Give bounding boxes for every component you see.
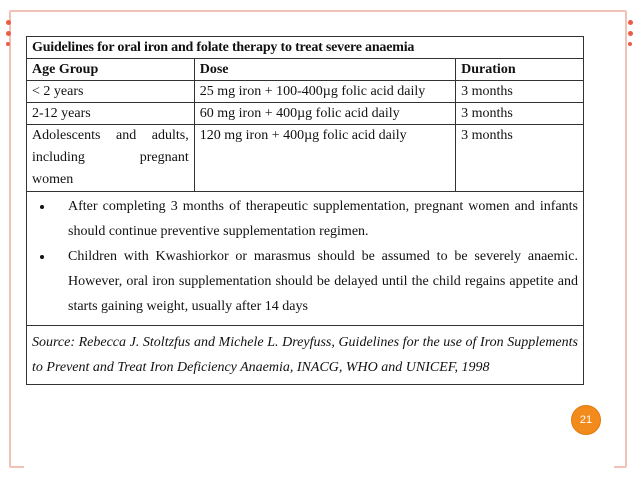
age-cell: 2-12 years — [27, 103, 195, 125]
right-dot-decoration — [625, 20, 635, 52]
table-row — [27, 81, 584, 103]
age-line: women — [32, 172, 74, 187]
source-row — [27, 326, 584, 385]
page-number-badge: 21 — [571, 405, 601, 435]
notes-cell — [27, 192, 584, 326]
age-cell: < 2 years — [27, 81, 195, 103]
notes-list — [32, 194, 578, 319]
anaemia-guidelines-table — [26, 36, 584, 385]
age-line: Adolescents and adults, — [32, 128, 189, 143]
header-dose: Dose — [194, 59, 455, 81]
source-citation: Source: Rebecca J. Stoltzfus and Michele L. Dreyfuss, Guidelines for the use of Iron Supplements to Prevent and Treat Iron Deficiency Anaemia, INACG, WHO and UNICEF, 1998 — [27, 326, 584, 385]
list-item: • After completing 3 months of therapeutic supplementation, pregnant women and infants should continue preventive supplementation regimen. — [54, 194, 578, 244]
duration-cell: 3 months — [456, 125, 584, 192]
dose-cell: 120 mg iron + 400µg folic acid daily — [194, 125, 455, 192]
list-item: • Children with Kwashiorkor or marasmus should be assumed to be severely anaemic. However, oral iron supplementation should be delayed until the child regains appetite and starts gaining weight, usually after 14 days — [54, 244, 578, 319]
dose-cell: 25 mg iron + 100-400µg folic acid daily — [194, 81, 455, 103]
duration-cell: 3 months — [456, 81, 584, 103]
frame-gap — [24, 447, 614, 473]
age-line: including pregnant — [32, 150, 189, 165]
table-title: Guidelines for oral iron and folate therapy to treat severe anaemia — [27, 37, 584, 59]
duration-cell: 3 months — [456, 103, 584, 125]
table-row — [27, 125, 584, 192]
header-duration: Duration — [456, 59, 584, 81]
age-cell — [27, 125, 195, 192]
dose-cell: 60 mg iron + 400µg folic acid daily — [194, 103, 455, 125]
table-header-row — [27, 59, 584, 81]
header-age-group: Age Group — [27, 59, 195, 81]
notes-row — [27, 192, 584, 326]
table-row — [27, 103, 584, 125]
table-title-row — [27, 37, 584, 59]
left-dot-decoration — [3, 20, 13, 52]
